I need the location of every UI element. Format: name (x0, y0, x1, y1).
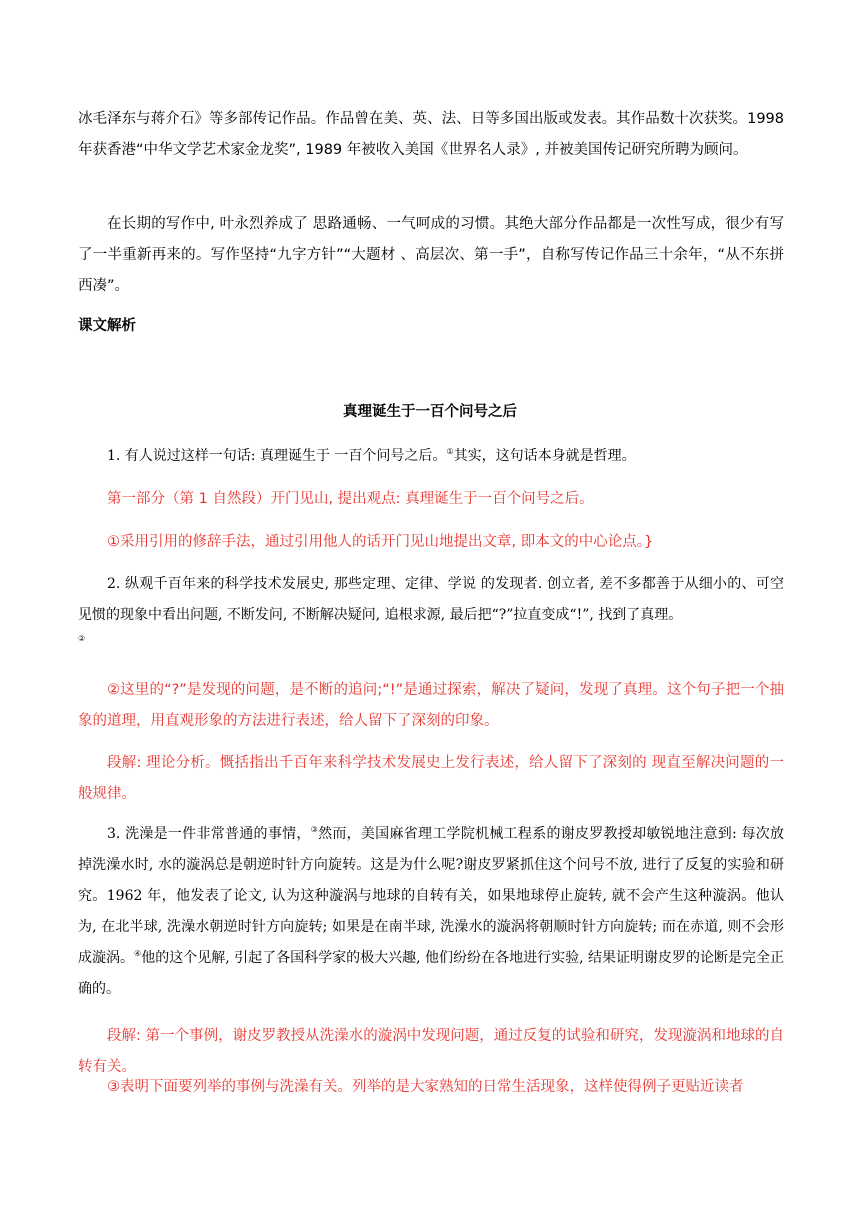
bio-paragraph-1: 冰毛泽东与蒋介石》等多部传记作品。作品曾在美、英、法、日等多国出版或发表。其作品数十次获奖。1998 年获香港“中华文学艺术家金龙奖”, 1989 年被收入美国《世界名人录》, 并被美国传记研究所聘为顾问。 (78, 111, 784, 158)
annotation-segment-2: 段解: 理论分析。慨括指出千百年来科学技术发展史上发行表述，给人留下了深刻的 现直至解决问题的一般规律。 (78, 755, 784, 802)
paragraph-3-tail: 他的这个见解, 引起了各国科学家的极大兴趣, 他们纷纷在各地进行实验, 结果证明谢皮罗的论断是完全正确的。 (78, 950, 785, 997)
footnote-marker-2: ② (78, 634, 86, 643)
paragraph-1 (78, 441, 784, 472)
paragraph-3-head: 3. 洗澡是一件非常普通的事情， (107, 826, 311, 842)
paragraph-1-tail: 其实，这句话本身就是哲理。 (453, 448, 636, 464)
paragraph-3 (78, 819, 784, 1005)
bio-paragraph-2: 在长期的写作中, 叶永烈养成了 思路通畅、一气呵成的习惯。其绝大部分作品都是一次性写成，很少有写了一半重新再来的。写作坚持“九字方针”“大题材 、高层次、第一手”，自称写传记作品三十余年，“从不东拼西凑”。 (78, 216, 784, 294)
annotation-part-1: 第一部分（第 1 自然段）开门见山, 提出观点: 真理诞生于一百个问号之后。 (107, 491, 594, 507)
annotation-2: ②这里的“?”是发现的问题，是不断的追问;“!”是通过探索，解决了疑问，发现了真理。这个句子把一个抽象的道理，用直观形象的方法进行表述，给人留下了深刻的印象。 (78, 682, 784, 729)
paragraph-3-body: 然而，美国麻省理工学院机械工程系的谢皮罗教授却敏锐地注意到: 每次放掉洗澡水时, 水的漩涡总是朝逆时针方向旋转。这是为什么呢?谢皮罗紧抓住这个问号不放, 进行了反复的实验和研究。1962 年，他发表了论文, 认为这种漩涡与地球的自转有关，如果地球停止旋转, 就不会产生这种漩涡。他认为, 在北半球, 洗澡水朝逆时针方向旋转; 如果是在南半球, 洗澡水的漩涡将朝顺时针方向旋转; 而在赤道, 则不会形成漩涡。 (78, 826, 785, 966)
annotation-1: ①采用引用的修辞手法，通过引用他人的话开门见山地提出文章, 即本文的中心论点。} (107, 534, 654, 550)
paragraph-2: 2. 纵观千百年来的科学技术发展史, 那些定理、定律、学说 的发现者. 创立者, 差不多都善于从细小的、可空见惯的现象中看出问题, 不断发问, 不断解决疑问, 追根求源, 最后把“?”拉直变成“!”, 找到了真理。 (78, 576, 784, 623)
article-title: 真理诞生于一百个问号之后 (343, 404, 517, 420)
annotation-3: ③表明下面要列举的事例与洗澡有关。列举的是大家熟知的日常生活现象，这样使得例子更贴近读者 (107, 1079, 744, 1095)
footnote-marker-4: ④ (134, 949, 142, 958)
footnote-marker-1: ① (446, 447, 454, 456)
annotation-segment-3: 段解: 第一个事例，谢皮罗教授从洗澡水的漩涡中发现问题，通过反复的试验和研究，发现漩涡和地球的自转有关。 (78, 1028, 784, 1075)
paragraph-1-text: 1. 有人说过这样一句话: 真理诞生于 一百个问号之后。 (107, 448, 447, 464)
section-heading: 课文解析 (78, 318, 136, 334)
footnote-marker-3: ③ (310, 825, 319, 834)
